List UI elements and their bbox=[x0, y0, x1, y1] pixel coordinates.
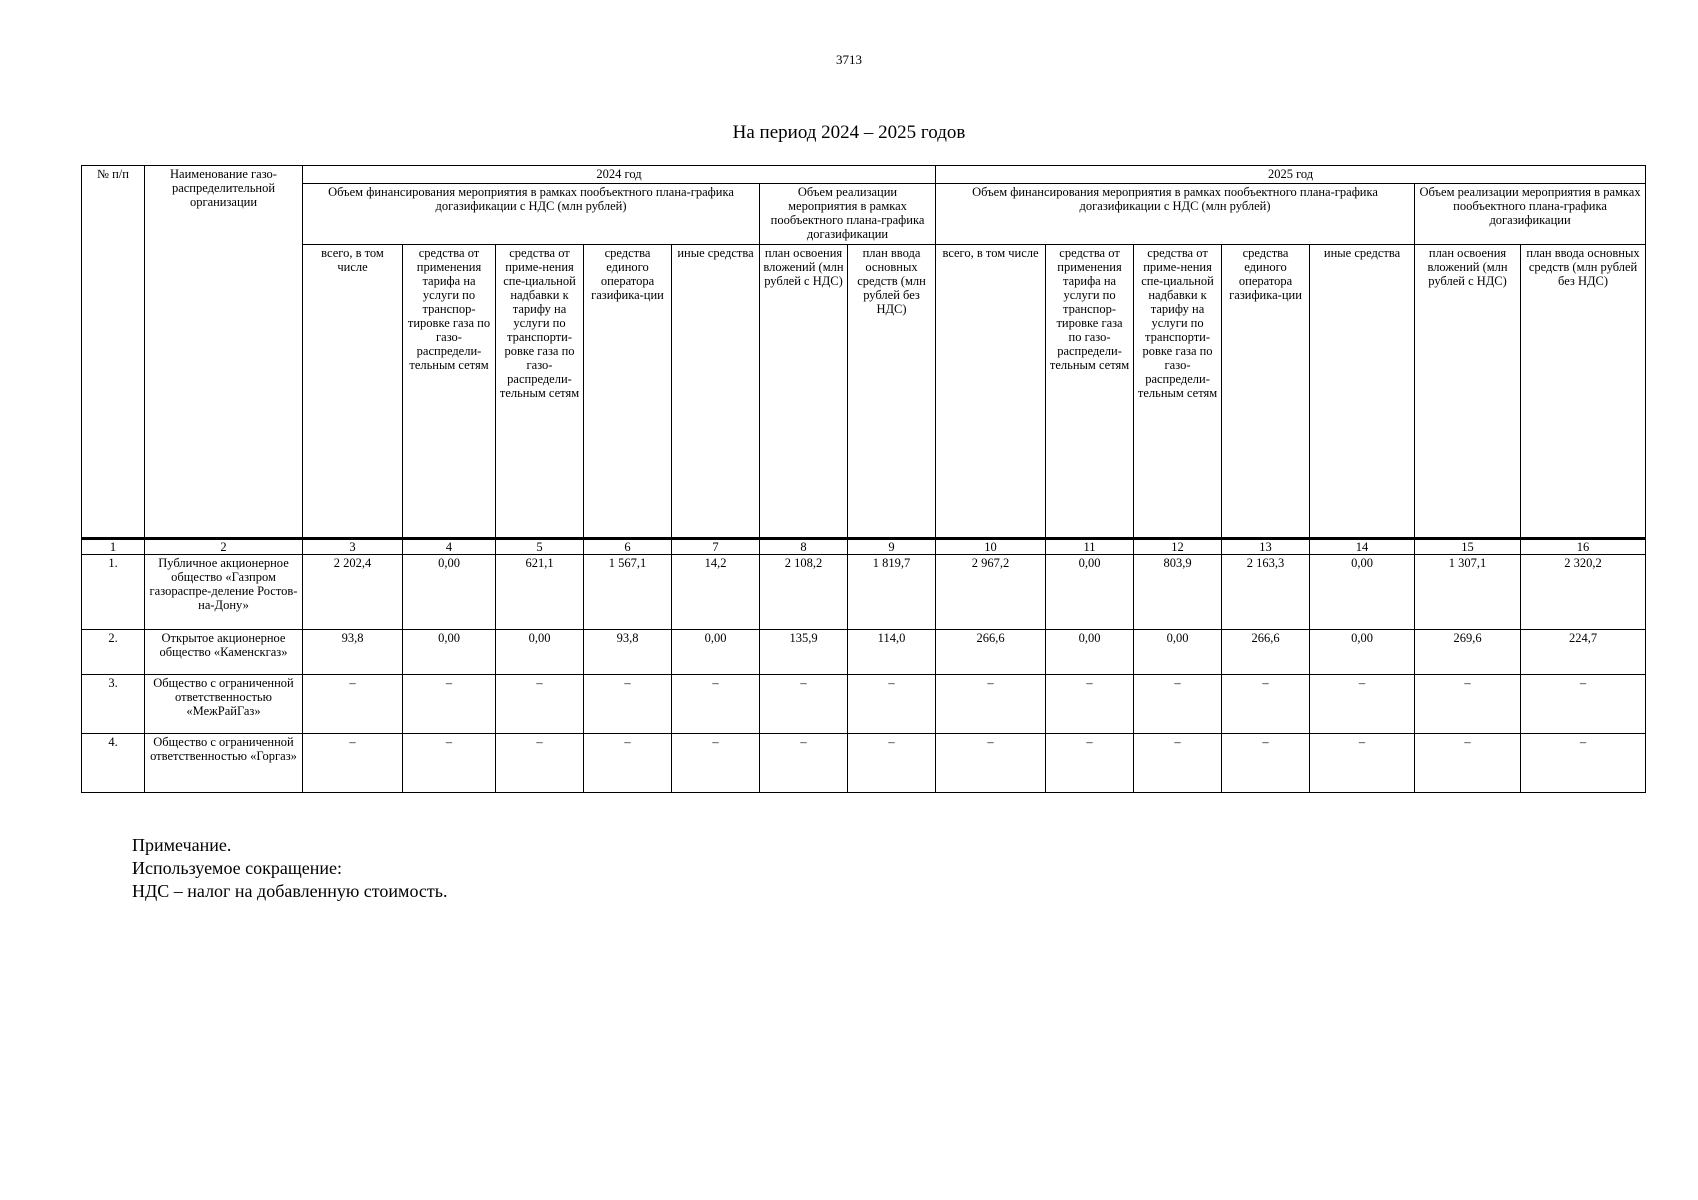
cell-value: – bbox=[1310, 675, 1415, 734]
header-realization-2025: Объем реализации мероприятия в рамках пообъектного плана-графика догазификации bbox=[1415, 184, 1646, 245]
cell-value: – bbox=[584, 734, 672, 793]
cell-value: 0,00 bbox=[1310, 630, 1415, 675]
header-name: Наименование газо-распределительной организации bbox=[145, 166, 303, 539]
column-number-row bbox=[82, 539, 1646, 555]
column-number: 12 bbox=[1134, 539, 1222, 555]
row-num: 2. bbox=[82, 630, 145, 675]
cell-value: 0,00 bbox=[672, 630, 760, 675]
header-sub-2024-other: иные средства bbox=[672, 245, 760, 539]
column-number: 7 bbox=[672, 539, 760, 555]
cell-value: – bbox=[936, 734, 1046, 793]
footnote-abbrev-title: Используемое сокращение: bbox=[132, 858, 342, 878]
column-number: 5 bbox=[496, 539, 584, 555]
cell-value: – bbox=[1222, 675, 1310, 734]
cell-value: 2 967,2 bbox=[936, 555, 1046, 630]
header-sub-2025-total: всего, в том числе bbox=[936, 245, 1046, 539]
header-sub-2025-tariff: средства от применения тарифа на услуги по транспор-тировке газа по газо-распредели-тельным сетям bbox=[1046, 245, 1134, 539]
table-row bbox=[82, 630, 1646, 675]
cell-value: 0,00 bbox=[1134, 630, 1222, 675]
cell-value: – bbox=[496, 675, 584, 734]
cell-value: – bbox=[672, 734, 760, 793]
row-num: 4. bbox=[82, 734, 145, 793]
column-number: 4 bbox=[403, 539, 496, 555]
cell-value: 2 163,3 bbox=[1222, 555, 1310, 630]
column-number: 6 bbox=[584, 539, 672, 555]
cell-value: 2 108,2 bbox=[760, 555, 848, 630]
header-sub-2025-surcharge: средства от приме-нения спе-циальной надбавки к тарифу на услуги по транспорти-ровке газа по газо-распредели-тельным сетям bbox=[1134, 245, 1222, 539]
cell-value: 2 202,4 bbox=[303, 555, 403, 630]
page-number: 3713 bbox=[836, 52, 862, 67]
cell-value: 269,6 bbox=[1415, 630, 1521, 675]
cell-value: – bbox=[848, 734, 936, 793]
cell-value: – bbox=[760, 734, 848, 793]
org-name: Публичное акционерное общество «Газпром газораспре-деление Ростов-на-Дону» bbox=[145, 555, 303, 630]
column-number: 9 bbox=[848, 539, 936, 555]
cell-value: – bbox=[936, 675, 1046, 734]
cell-value: – bbox=[1134, 734, 1222, 793]
cell-value: – bbox=[1521, 675, 1646, 734]
header-sub-2024-total: всего, в том числе bbox=[303, 245, 403, 539]
cell-value: – bbox=[1310, 734, 1415, 793]
column-number: 11 bbox=[1046, 539, 1134, 555]
header-sub-2025-assets: план ввода основных средств (млн рублей без НДС) bbox=[1521, 245, 1646, 539]
cell-value: 266,6 bbox=[1222, 630, 1310, 675]
header-sub-2025-other: иные средства bbox=[1310, 245, 1415, 539]
cell-value: – bbox=[303, 675, 403, 734]
row-num: 1. bbox=[82, 555, 145, 630]
cell-value: – bbox=[303, 734, 403, 793]
footnote bbox=[132, 834, 447, 903]
cell-value: – bbox=[1415, 675, 1521, 734]
column-number: 10 bbox=[936, 539, 1046, 555]
cell-value: – bbox=[760, 675, 848, 734]
cell-value: – bbox=[403, 734, 496, 793]
column-number: 1 bbox=[82, 539, 145, 555]
cell-value: – bbox=[1046, 675, 1134, 734]
footnote-abbrev-nds: НДС – налог на добавленную стоимость. bbox=[132, 881, 448, 901]
table-row bbox=[82, 675, 1646, 734]
cell-value: 114,0 bbox=[848, 630, 936, 675]
cell-value: – bbox=[1046, 734, 1134, 793]
header-sub-2024-invest: план освоения вложений (млн рублей с НДС) bbox=[760, 245, 848, 539]
cell-value: 93,8 bbox=[584, 630, 672, 675]
cell-value: 0,00 bbox=[1046, 555, 1134, 630]
page-title: На период 2024 – 2025 годов bbox=[732, 122, 966, 143]
cell-value: 621,1 bbox=[496, 555, 584, 630]
cell-value: 1 567,1 bbox=[584, 555, 672, 630]
cell-value: 135,9 bbox=[760, 630, 848, 675]
header-sub-2024-assets: план ввода основных средств (млн рублей без НДС) bbox=[848, 245, 936, 539]
cell-value: 93,8 bbox=[303, 630, 403, 675]
cell-value: – bbox=[848, 675, 936, 734]
org-name: Открытое акционерное общество «Каменскгаз» bbox=[145, 630, 303, 675]
header-sub-2025-invest: план освоения вложений (млн рублей с НДС) bbox=[1415, 245, 1521, 539]
cell-value: 0,00 bbox=[403, 555, 496, 630]
header-sub-2024-surcharge: средства от приме-нения спе-циальной надбавки к тарифу на услуги по транспорти-ровке газа по газо-распредели-тельным сетям bbox=[496, 245, 584, 539]
table-row bbox=[82, 555, 1646, 630]
financing-table bbox=[81, 165, 1646, 793]
cell-value: 0,00 bbox=[403, 630, 496, 675]
column-number: 14 bbox=[1310, 539, 1415, 555]
cell-value: 1 819,7 bbox=[848, 555, 936, 630]
cell-value: – bbox=[496, 734, 584, 793]
cell-value: 1 307,1 bbox=[1415, 555, 1521, 630]
cell-value: 0,00 bbox=[1046, 630, 1134, 675]
header-financing-2024: Объем финансирования мероприятия в рамках пообъектного плана-графика догазификации с НДС (млн рублей) bbox=[303, 184, 760, 245]
cell-value: 14,2 bbox=[672, 555, 760, 630]
header-num: № п/п bbox=[82, 166, 145, 539]
org-name: Общество с ограниченной ответственностью «МежРайГаз» bbox=[145, 675, 303, 734]
cell-value: – bbox=[1222, 734, 1310, 793]
cell-value: 0,00 bbox=[496, 630, 584, 675]
cell-value: – bbox=[1521, 734, 1646, 793]
row-num: 3. bbox=[82, 675, 145, 734]
cell-value: – bbox=[1134, 675, 1222, 734]
org-name: Общество с ограниченной ответственностью «Горгаз» bbox=[145, 734, 303, 793]
column-number: 16 bbox=[1521, 539, 1646, 555]
header-sub-2024-tariff: средства от применения тарифа на услуги по транспор-тировке газа по газо-распредели-тельным сетям bbox=[403, 245, 496, 539]
header-sub-2025-operator: средства единого оператора газифика-ции bbox=[1222, 245, 1310, 539]
cell-value: 803,9 bbox=[1134, 555, 1222, 630]
cell-value: – bbox=[584, 675, 672, 734]
column-number: 8 bbox=[760, 539, 848, 555]
cell-value: 224,7 bbox=[1521, 630, 1646, 675]
cell-value: – bbox=[672, 675, 760, 734]
cell-value: – bbox=[1415, 734, 1521, 793]
column-number: 13 bbox=[1222, 539, 1310, 555]
column-number: 3 bbox=[303, 539, 403, 555]
cell-value: 2 320,2 bbox=[1521, 555, 1646, 630]
column-number: 15 bbox=[1415, 539, 1521, 555]
header-realization-2024: Объем реализации мероприятия в рамках пообъектного плана-графика догазификации bbox=[760, 184, 936, 245]
footnote-heading: Примечание. bbox=[132, 835, 232, 855]
header-financing-2025: Объем финансирования мероприятия в рамках пообъектного плана-графика догазификации с НДС (млн рублей) bbox=[936, 184, 1415, 245]
column-number: 2 bbox=[145, 539, 303, 555]
header-year-2025: 2025 год bbox=[936, 166, 1646, 184]
table-row bbox=[82, 734, 1646, 793]
header-year-2024: 2024 год bbox=[303, 166, 936, 184]
cell-value: 266,6 bbox=[936, 630, 1046, 675]
cell-value: – bbox=[403, 675, 496, 734]
cell-value: 0,00 bbox=[1310, 555, 1415, 630]
header-sub-2024-operator: средства единого оператора газифика-ции bbox=[584, 245, 672, 539]
